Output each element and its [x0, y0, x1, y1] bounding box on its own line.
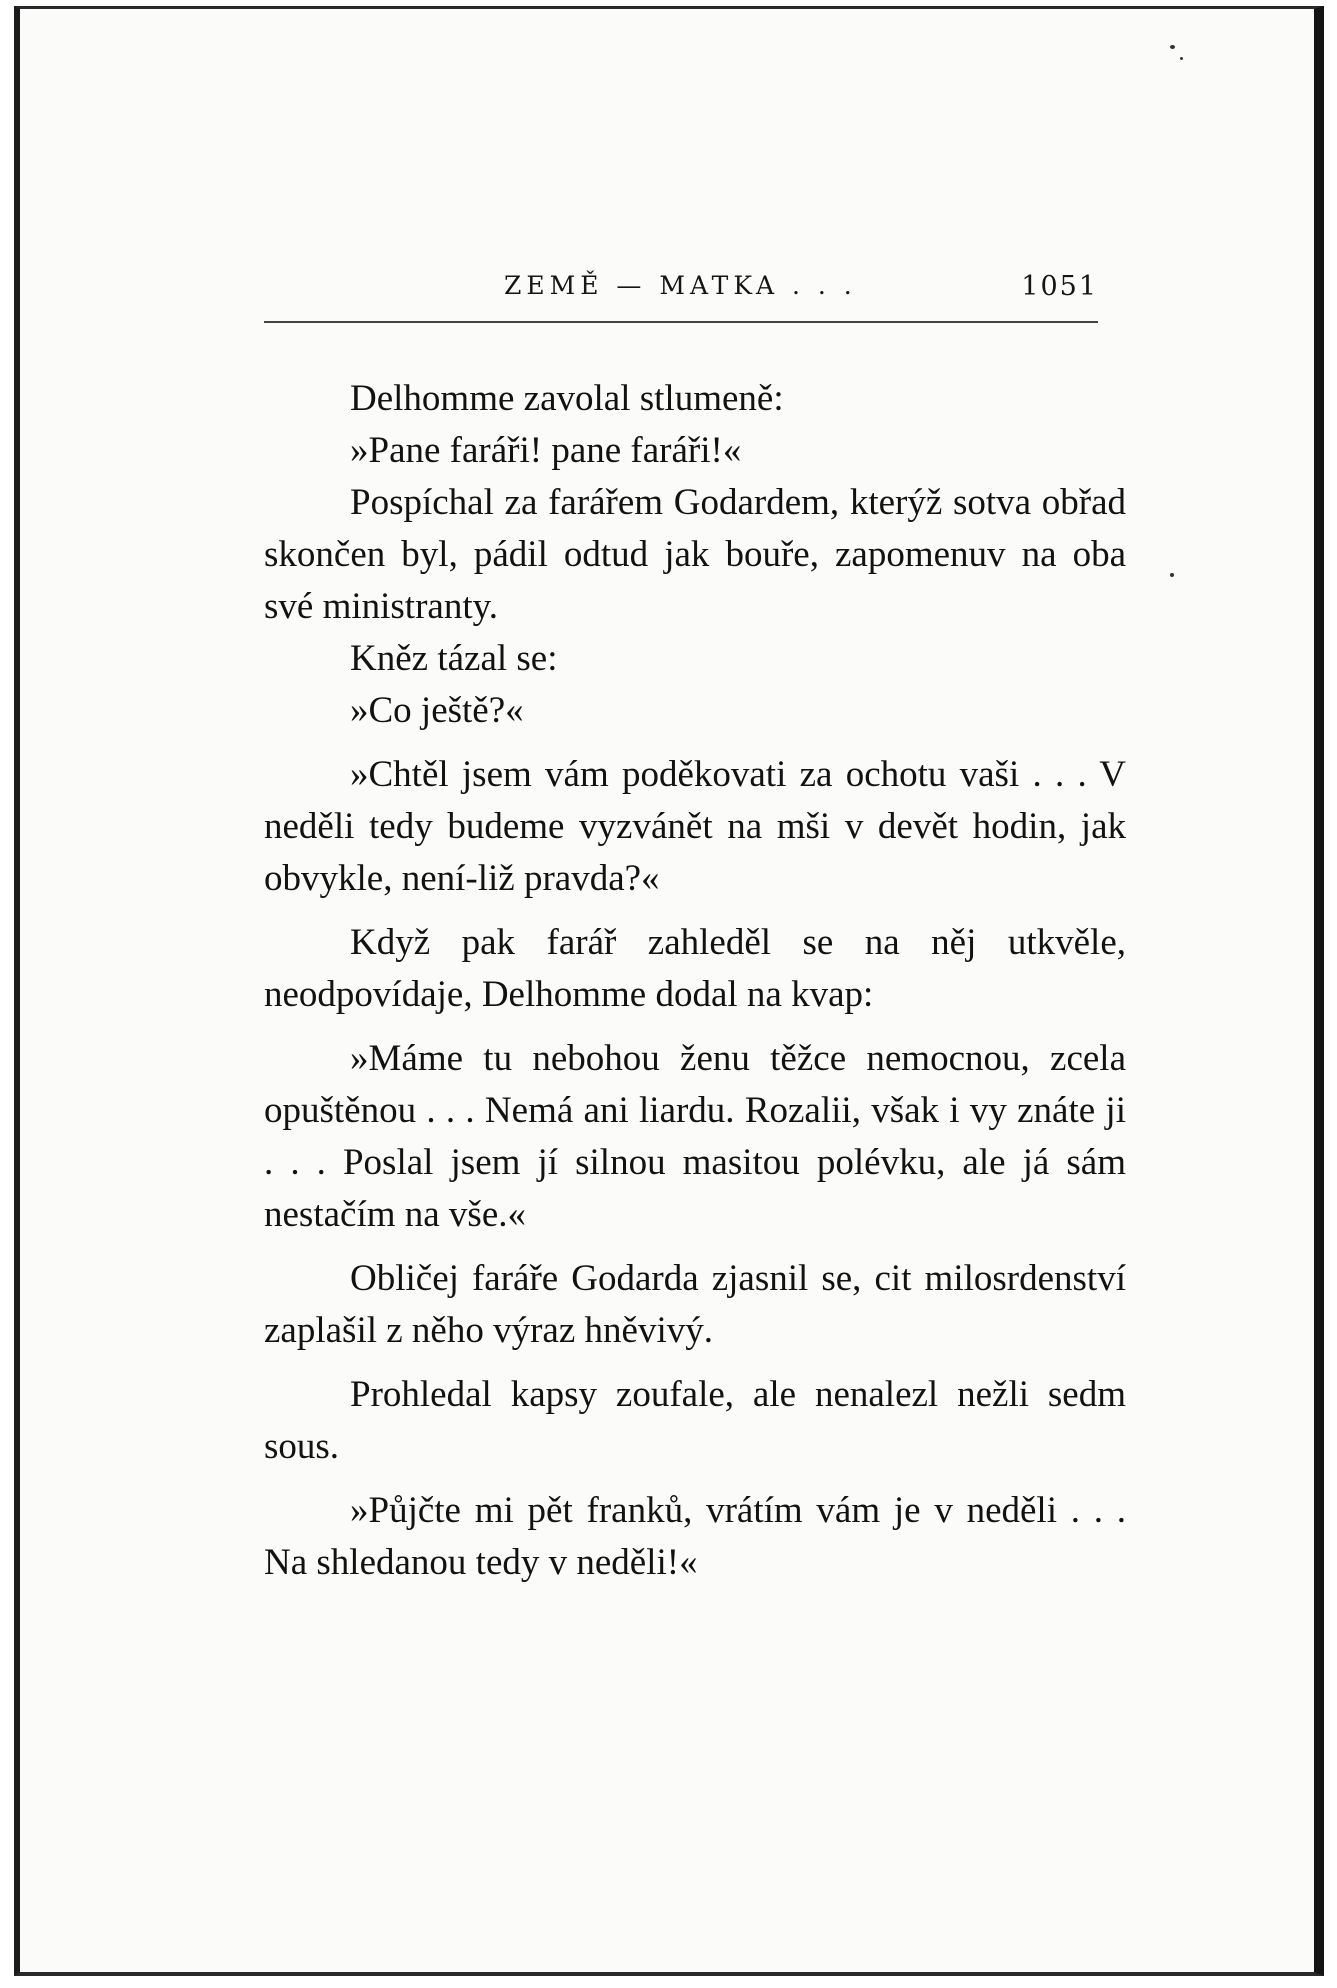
paragraph: Pospíchal za farářem Godardem, kterýž sotva obřad skončen byl, pádil odtud jak bouře, zapomenuv na oba své ministranty. [264, 482, 1126, 627]
paragraph: »Chtěl jsem vám poděkovati za ochotu vaši . . . V neděli tedy budeme vyzvánět na mši v devět hodin, jak obvykle, není-liž pravda?« [264, 754, 1126, 899]
running-head [264, 271, 1098, 323]
paragraph: Delhomme zavolal stlumeně: [350, 378, 784, 419]
scan-speck [1170, 573, 1174, 577]
paragraph: Prohledal kapsy zoufale, ale nenalezl nežli sedm sous. [264, 1374, 1126, 1467]
running-title: ZEMĚ — MATKA . . . [504, 271, 857, 300]
paragraph: »Pane faráři! pane faráři!« [350, 430, 742, 471]
paragraph: »Co ještě?« [350, 690, 524, 731]
body-text [264, 373, 1126, 1589]
scan-speck [1170, 45, 1175, 49]
scan-speck [1180, 57, 1183, 60]
paragraph: »Půjčte mi pět franků, vrátím vám je v neděli . . . Na shledanou tedy v neděli!« [264, 1490, 1126, 1583]
paragraph: Kněz tázal se: [350, 638, 558, 679]
page-number: 1051 [1021, 271, 1098, 302]
paragraph: »Máme tu nebohou ženu těžce nemocnou, zcela opuštěnou . . . Nemá ani liardu. Rozalii, však i vy znáte ji . . . Poslal jsem jí silnou masitou polévku, ale já sám nestačím na vše.« [264, 1038, 1126, 1235]
book-page [14, 6, 1324, 1976]
paragraph: Když pak farář zahleděl se na něj utkvěle, neodpovídaje, Delhomme dodal na kvap: [264, 922, 1126, 1015]
paragraph: Obličej faráře Godarda zjasnil se, cit milosrdenství zaplašil z něho výraz hněvivý. [264, 1258, 1126, 1351]
